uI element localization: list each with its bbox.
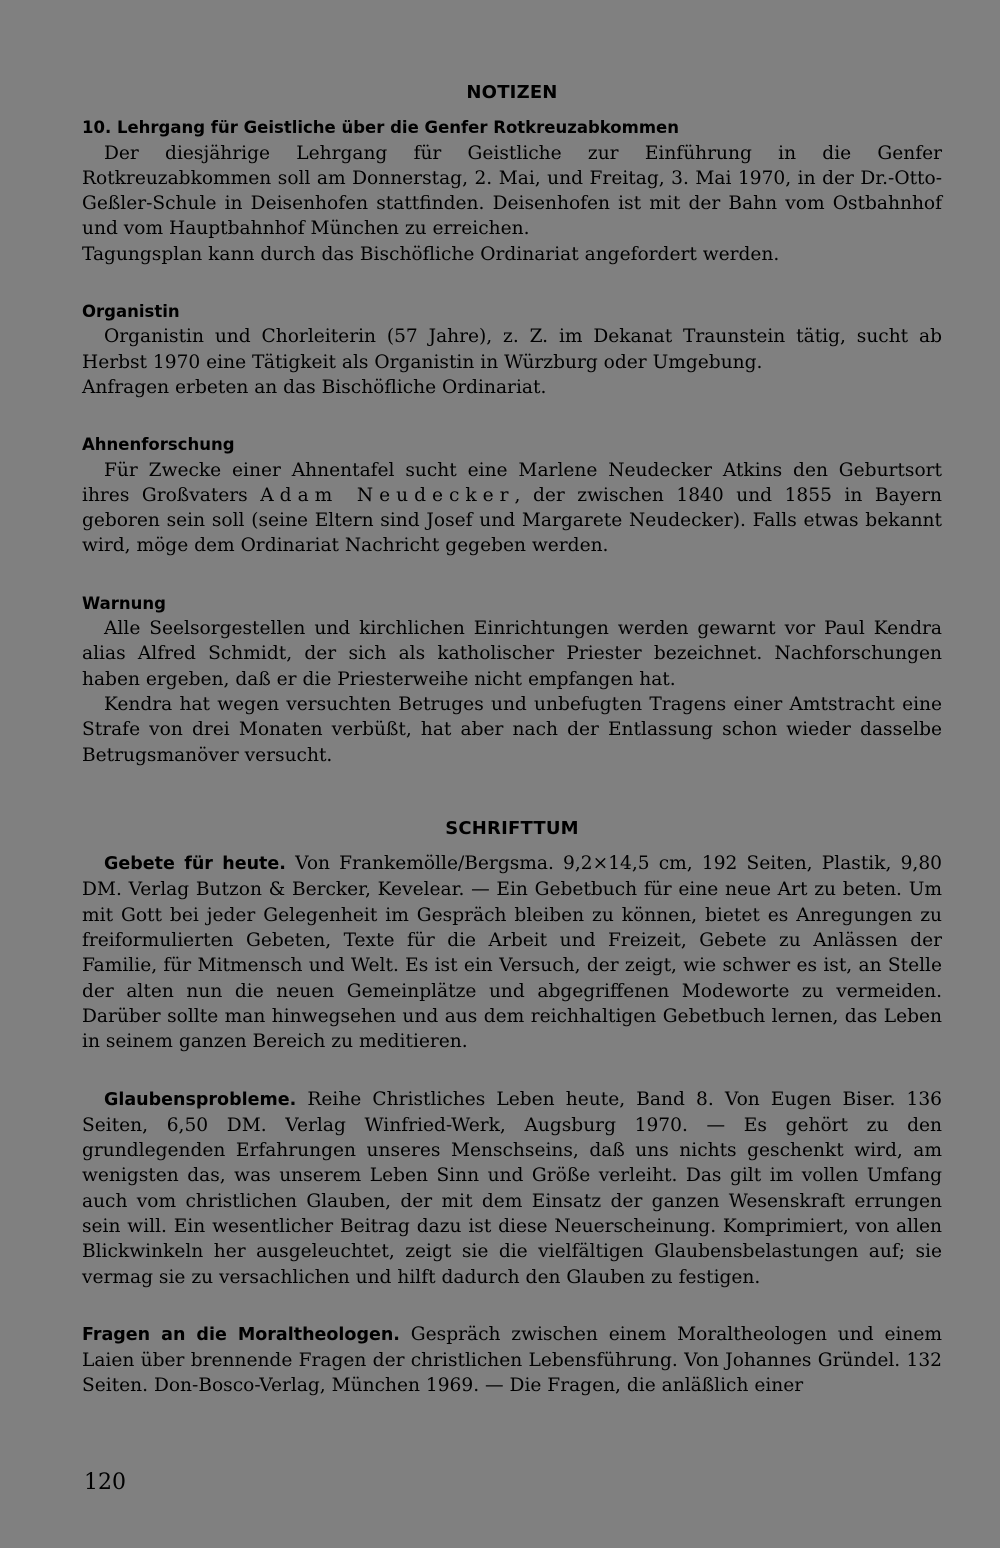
page-content (82, 80, 942, 1399)
review-title: Glaubensprobleme. (104, 1089, 297, 1110)
section-heading-notizen: NOTIZEN (466, 82, 558, 103)
review-title: Gebete für heute. (104, 854, 286, 875)
review-paragraph (82, 1322, 942, 1399)
notice-paragraph: Anfragen erbeten an das Bischöfliche Ordinariat. (82, 376, 547, 398)
notice-paragraph: Der diesjährige Lehrgang für Geistliche zur Einführung in die Genfer Rotkreuzabkommen soll am Donnerstag, 2. Mai, und Freitag, 3. Mai 1970, in der Dr.-Otto-Geßler-Schule in Deisenhofen stattfinden. Deisenhofen ist mit der Bahn vom Ostbahnhof und vom Hauptbahnhof München zu erreichen. (82, 142, 942, 240)
notice-paragraph: Organistin und Chorleiterin (57 Jahre), z. Z. im Dekanat Traunstein tätig, sucht ab Herbst 1970 eine Tätigkeit als Organistin in Würzburg oder Umgebung. (82, 326, 942, 373)
notice-paragraph: Alle Seelsorgestellen und kirchlichen Einrichtungen werden gewarnt vor Paul Kendra alias Alfred Schmidt, der sich als katholischer Priester bezeichnet. Nachforschungen haben ergeben, daß er die Priesterweihe nicht empfangen hat. (82, 618, 942, 690)
page-number: 120 (84, 1470, 126, 1495)
review-paragraph (82, 851, 942, 1054)
paragraph-text: , der zwischen 1840 und 1855 in Bayern geboren sein soll (seine Eltern sind Josef und Margarete Neudecker). Falls etwas bekannt wird, möge dem Ordinariat Nachricht gegeben werden. (82, 484, 942, 557)
notice-title-lehrgang: 10. Lehrgang für Geistliche über die Genfer Rotkreuzabkommen (82, 118, 679, 138)
review-paragraph (82, 1087, 942, 1290)
notice-title-organistin: Organistin (82, 302, 180, 322)
review-text: Von Frankemölle/Bergsma. 9,2×14,5 cm, 192 Seiten, Plastik, 9,80 DM. Verlag Butzon & Bercker, Kevelear. — Ein Gebetbuch für eine neue Art zu beten. Um mit Gott bei jeder Gelegenheit im Gespräch bleiben zu können, bietet es Anregungen zu freiformulierten Gebeten, Texte für die Arbeit und Freizeit, Gebete zu Anlässen der Familie, für Mitmensch und Welt. Es ist ein Versuch, der zeigt, wie schwer es ist, an Stelle der alten nun die neuen Gemeinplätze und abgegriffenen Modeworte zu vermeiden. Darüber sollte man hinwegsehen und aus dem reichhaltigen Gebetbuch lernen, das Leben in seinem ganzen Bereich zu meditieren. (82, 853, 942, 1053)
paragraph-text: Für Zwecke einer Ahnentafel sucht eine Marlene Neudecker Atkins den Geburtsort ihres Großvaters (82, 459, 942, 506)
notice-paragraph (82, 458, 942, 559)
notice-paragraph: Tagungsplan kann durch das Bischöfliche Ordinariat angefordert werden. (82, 243, 780, 265)
spaced-name: Adam Neudecker (260, 484, 515, 506)
section-heading-schrifttum: SCHRIFTTUM (445, 817, 579, 839)
review-title: Fragen an die Moraltheologen. (82, 1324, 400, 1345)
notice-paragraph: Kendra hat wegen versuchten Betruges und unbefugten Tragens einer Amtstracht eine Strafe von drei Monaten verbüßt, hat aber nach der Entlassung schon wieder dasselbe Betrugsmanöver versucht. (82, 693, 942, 766)
notice-title-ahnenforschung: Ahnenforschung (82, 435, 235, 455)
review-text: Reihe Christliches Leben heute, Band 8. Von Eugen Biser. 136 Seiten, 6,50 DM. Verlag Winfried-Werk, Augsburg 1970. — Es gehört zu den grundlegenden Erfahrungen unseres Menschseins, daß uns nichts geschenkt wird, am wenigsten das, was unserem Leben Sinn und Größe verleiht. Das gilt im vollen Umfang auch vom christlichen Glauben, der mit dem Einsatz der ganzen Wesenskraft errungen sein will. Ein wesentlicher Beitrag dazu ist diese Neuerscheinung. Komprimiert, von allen Blickwinkeln her ausgeleuchtet, zeigt sie die vielfältigen Glaubensbelastungen auf; sie vermag sie zu versachlichen und hilft dadurch den Glauben zu festigen. (82, 1088, 942, 1288)
review-text: Gespräch zwischen einem Moraltheologen und einem Laien über brennende Fragen der christlichen Lebensführung. Von Johannes Gründel. 132 Seiten. Don-Bosco-Verlag, München 1969. — Die Fragen, die anläßlich einer (82, 1323, 943, 1397)
notice-title-warnung: Warnung (82, 593, 166, 613)
